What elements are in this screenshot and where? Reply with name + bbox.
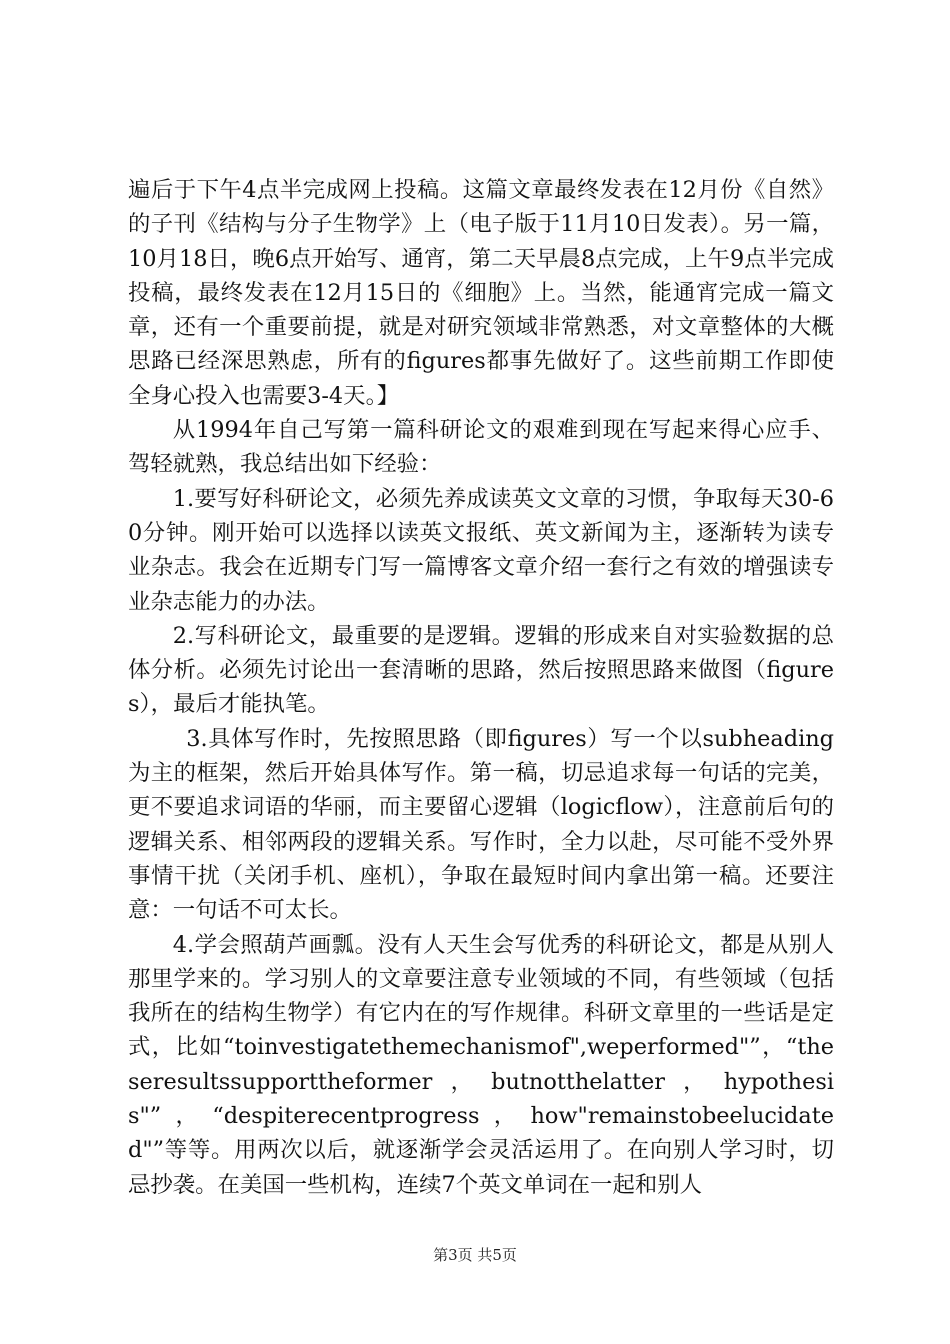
paragraph-point-2: 2.写科研论文，最重要的是逻辑。逻辑的形成来自对实验数据的总体分析。必须先讨论出一套清晰的思路，然后按照思路来做图（figures），最后才能执笔。 <box>128 622 834 718</box>
page-number-footer: 第3页 共5页 <box>433 1246 517 1264</box>
paragraph-continuation: 遍后于下午4点半完成网上投稿。这篇文章最终发表在12月份《自然》的子刊《结构与分子生物学》上（电子版于11月10日发表）。另一篇，10月18日，晚6点开始写、通宵，第二天早晨8点完成，上午9点半完成投稿，最终发表在12月15日的《细胞》上。当然，能通宵完成一篇文章，还有一个重要前提，就是对研究领域非常熟悉，对文章整体的大概思路已经深思熟虑，所有的figures都事先做好了。这些前期工作即使全身心投入也需要3-4天。】 <box>128 177 834 409</box>
paragraph-intro: 从1994年自己写第一篇科研论文的艰难到现在写起来得心应手、驾轻就熟，我总结出如下经验： <box>128 417 834 478</box>
paragraph-point-4: 4.学会照葫芦画瓢。没有人天生会写优秀的科研论文，都是从别人那里学来的。学习别人的文章要注意专业领域的不同，有些领域（包括我所在的结构生物学）有它内在的写作规律。科研文章里的一些话是定式，比如“toinvestigatethemechanismof",weperformed"”，“theseresultssupporttheformer，butnotthelatter，hypothesis"”，“despiterecentprogress，how"remainstobeelucidated"”等等。用两次以后，就逐渐学会灵活运用了。在向别人学习时，切忌抄袭。在美国一些机构，连续7个英文单词在一起和别人 <box>128 931 834 1198</box>
document-body <box>128 173 834 1202</box>
paragraph-point-3: 3.具体写作时，先按照思路（即figures）写一个以subheading为主的框架，然后开始具体写作。第一稿，切忌追求每一句话的完美，更不要追求词语的华丽，而主要留心逻辑（logicflow），注意前后句的逻辑关系、相邻两段的逻辑关系。写作时，全力以赴，尽可能不受外界事情干扰（关闭手机、座机），争取在最短时间内拿出第一稿。还要注意：一句话不可太长。 <box>128 725 834 924</box>
paragraph-point-1: 1.要写好科研论文，必须先养成读英文文章的习惯，争取每天30-60分钟。刚开始可以选择以读英文报纸、英文新闻为主，逐渐转为读专业杂志。我会在近期专门写一篇博客文章介绍一套行之有效的增强读专业杂志能力的办法。 <box>128 485 834 615</box>
